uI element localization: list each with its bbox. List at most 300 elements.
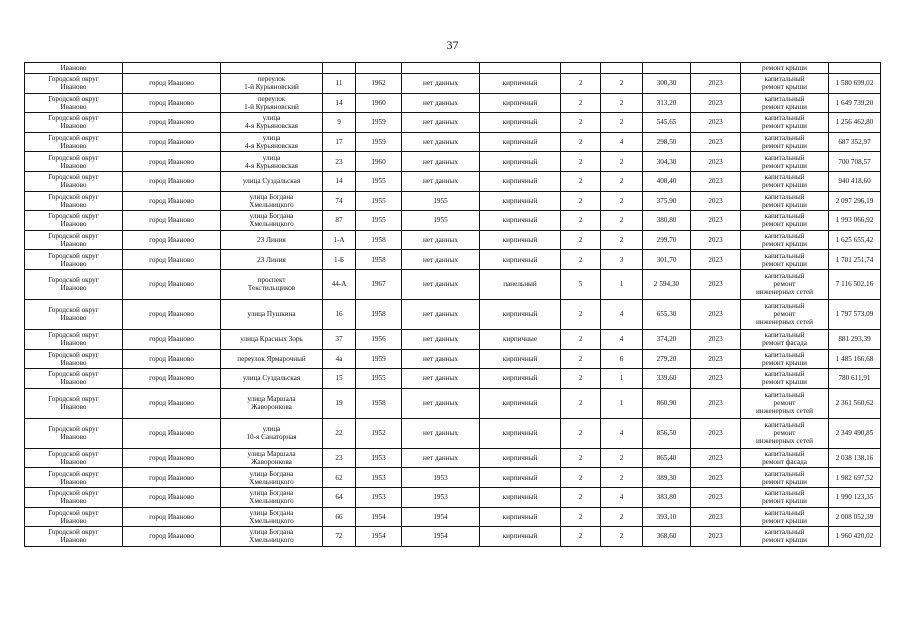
table-row <box>25 299 881 329</box>
cell-area: 279,20 <box>643 349 691 369</box>
cell-district: Городской округ Иваново <box>25 74 123 94</box>
cell-year-built: 1959 <box>356 132 402 152</box>
cell-work-type: капитальный ремонт крыши <box>741 211 829 231</box>
cell-house-number: 17 <box>323 132 356 152</box>
cell-area: 368,60 <box>643 527 691 547</box>
cell-floors: 2 <box>561 487 601 507</box>
cell-house-number: 44-А <box>323 269 356 299</box>
cell-work-type: капитальный ремонт крыши <box>741 527 829 547</box>
cell-entrances: 2 <box>601 527 643 547</box>
cell-area: 301,70 <box>643 250 691 270</box>
cell-city: город Иваново <box>123 171 221 191</box>
cell-plan-year: 2023 <box>691 369 741 389</box>
cell-house-number: 37 <box>323 329 356 349</box>
table-row <box>25 230 881 250</box>
cell-plan-year: 2023 <box>691 418 741 448</box>
cell-year-built: 1958 <box>356 299 402 329</box>
cell-entrances: 2 <box>601 448 643 468</box>
cell-cost: 7 116 502,16 <box>829 269 881 299</box>
cell-city: город Иваново <box>123 191 221 211</box>
cell-floors: 2 <box>561 113 601 133</box>
cell-floors: 2 <box>561 349 601 369</box>
cell-year-reconstruction: нет данных <box>402 418 480 448</box>
cell-street: улица Суздальская <box>221 369 323 389</box>
cell-year-reconstruction: нет данных <box>402 132 480 152</box>
cell-entrances: 4 <box>601 487 643 507</box>
cell-floors: 5 <box>561 269 601 299</box>
cell-street: улица Богдана Хмельницкого <box>221 468 323 488</box>
cell-floors: 2 <box>561 468 601 488</box>
cell-wall-material: кирпичный <box>480 152 561 172</box>
cell-city: город Иваново <box>123 448 221 468</box>
cell-district: Городской округ Иваново <box>25 507 123 527</box>
cell-district: Городской округ Иваново <box>25 93 123 113</box>
cell-floors: 2 <box>561 388 601 418</box>
cell-year-reconstruction: нет данных <box>402 171 480 191</box>
cell-entrances: 3 <box>601 250 643 270</box>
cell-empty <box>691 63 741 74</box>
table-row <box>25 269 881 299</box>
cell-area: 304,30 <box>643 152 691 172</box>
cell-year-built: 1955 <box>356 211 402 231</box>
cell-year-reconstruction: нет данных <box>402 152 480 172</box>
cell-district: Городской округ Иваново <box>25 468 123 488</box>
cell-cost: 780 611,91 <box>829 369 881 389</box>
cell-year-reconstruction: 1955 <box>402 191 480 211</box>
cell-street: улица 4-я Курьяновская <box>221 113 323 133</box>
cell-entrances: 1 <box>601 388 643 418</box>
cell-street: переулок Ярмарочный <box>221 349 323 369</box>
cell-entrances: 2 <box>601 211 643 231</box>
cell-district: Городской округ Иваново <box>25 250 123 270</box>
cell-district: Городской округ Иваново <box>25 527 123 547</box>
cell-cost: 2 361 560,62 <box>829 388 881 418</box>
cell-district: Городской округ Иваново <box>25 269 123 299</box>
cell-year-reconstruction: нет данных <box>402 269 480 299</box>
cell-area: 374,20 <box>643 329 691 349</box>
cell-plan-year: 2023 <box>691 527 741 547</box>
cell-empty <box>356 63 402 74</box>
cell-floors: 2 <box>561 211 601 231</box>
page-number: 37 <box>446 38 459 52</box>
cell-work-type: капитальный ремонт крыши <box>741 230 829 250</box>
cell-year-reconstruction: 1953 <box>402 487 480 507</box>
cell-year-reconstruction: 1953 <box>402 468 480 488</box>
cell-floors: 2 <box>561 93 601 113</box>
cell-year-built: 1954 <box>356 507 402 527</box>
cell-district: Городской округ Иваново <box>25 113 123 133</box>
cell-area: 375,90 <box>643 191 691 211</box>
cell-floors: 2 <box>561 507 601 527</box>
cell-plan-year: 2023 <box>691 250 741 270</box>
cell-wall-material: кирпичный <box>480 468 561 488</box>
cell-empty <box>123 63 221 74</box>
cell-street: 23 Линия <box>221 230 323 250</box>
cell-wall-material: кирпичный <box>480 527 561 547</box>
cell-year-built: 1953 <box>356 487 402 507</box>
cell-wall-material: кирпичный <box>480 299 561 329</box>
cell-wall-material: кирпичный <box>480 349 561 369</box>
cell-district: Городской округ Иваново <box>25 448 123 468</box>
cell-district: Городской округ Иваново <box>25 388 123 418</box>
cell-street: улица Маршала Жаворонкова <box>221 448 323 468</box>
cell-street: проспект Текстильщиков <box>221 269 323 299</box>
cell-house-number: 1-А <box>323 230 356 250</box>
cell-year-built: 1953 <box>356 468 402 488</box>
cell-area: 856,50 <box>643 418 691 448</box>
cell-year-built: 1954 <box>356 527 402 547</box>
cell-plan-year: 2023 <box>691 448 741 468</box>
cell-empty <box>829 63 881 74</box>
table-row <box>25 418 881 448</box>
cell-city: город Иваново <box>123 388 221 418</box>
cell-entrances: 1 <box>601 269 643 299</box>
cell-street: улица 10-я Санаторная <box>221 418 323 448</box>
cell-year-built: 1958 <box>356 250 402 270</box>
table-row <box>25 369 881 389</box>
cell-house-number: 16 <box>323 299 356 329</box>
table-row <box>25 349 881 369</box>
table-row <box>25 388 881 418</box>
cell-street: переулок 1-й Курьяновский <box>221 93 323 113</box>
cell-city: город Иваново <box>123 527 221 547</box>
cell-house-number: 11 <box>323 74 356 94</box>
cell-entrances: 2 <box>601 507 643 527</box>
cell-cost: 2 008 052,39 <box>829 507 881 527</box>
cell-work-type: капитальный ремонт крыши <box>741 487 829 507</box>
cell-year-reconstruction: нет данных <box>402 388 480 418</box>
cell-year-reconstruction: 1954 <box>402 507 480 527</box>
cell-house-number: 1-Б <box>323 250 356 270</box>
cell-work-type: капитальный ремонт крыши <box>741 250 829 270</box>
cell-entrances: 2 <box>601 191 643 211</box>
cell-work-type: капитальный ремонт крыши <box>741 369 829 389</box>
cell-year-built: 1956 <box>356 329 402 349</box>
cell-year-built: 1960 <box>356 152 402 172</box>
cell-city: город Иваново <box>123 418 221 448</box>
cell-street: улица Маршала Жаворонкова <box>221 388 323 418</box>
table-row <box>25 468 881 488</box>
cell-floors: 2 <box>561 152 601 172</box>
cell-year-reconstruction: нет данных <box>402 329 480 349</box>
cell-district: Городской округ Иваново <box>25 211 123 231</box>
cell-wall-material: кирпичный <box>480 113 561 133</box>
cell-city: город Иваново <box>123 487 221 507</box>
cell-work-type: капитальный ремонт крыши <box>741 349 829 369</box>
cell-cost: 1 485 166,68 <box>829 349 881 369</box>
cell-plan-year: 2023 <box>691 468 741 488</box>
cell-year-reconstruction: 1954 <box>402 527 480 547</box>
cell-house-number: 66 <box>323 507 356 527</box>
cell-cost: 1 649 739,20 <box>829 93 881 113</box>
table-row <box>25 93 881 113</box>
cell-wall-material: кирпичный <box>480 250 561 270</box>
cell-city: город Иваново <box>123 93 221 113</box>
cell-area: 339,60 <box>643 369 691 389</box>
cell-district: Городской округ Иваново <box>25 369 123 389</box>
cell-work-type: капитальный ремонт крыши <box>741 468 829 488</box>
table-row <box>25 329 881 349</box>
cell-year-built: 1960 <box>356 93 402 113</box>
cell-year-reconstruction: 1955 <box>402 211 480 231</box>
cell-entrances: 2 <box>601 468 643 488</box>
cell-house-number: 14 <box>323 171 356 191</box>
cell-work-type: капитальный ремонт крыши <box>741 93 829 113</box>
cell-plan-year: 2023 <box>691 152 741 172</box>
cell-floors: 2 <box>561 329 601 349</box>
cell-work-type: капитальный ремонт крыши <box>741 113 829 133</box>
cell-plan-year: 2023 <box>691 211 741 231</box>
cell-area: 545,65 <box>643 113 691 133</box>
cell-entrances: 1 <box>601 369 643 389</box>
cell-district: Городской округ Иваново <box>25 132 123 152</box>
cell-year-reconstruction: нет данных <box>402 93 480 113</box>
table-row-continuation <box>25 63 881 74</box>
table-row <box>25 171 881 191</box>
cell-house-number: 19 <box>323 388 356 418</box>
table-row <box>25 448 881 468</box>
cell-plan-year: 2023 <box>691 93 741 113</box>
cell-year-built: 1958 <box>356 388 402 418</box>
cell-cost: 700 708,57 <box>829 152 881 172</box>
cell-house-number: 74 <box>323 191 356 211</box>
cell-cost: 2 097 296,19 <box>829 191 881 211</box>
cell-district: Городской округ Иваново <box>25 418 123 448</box>
cell-house-number: 64 <box>323 487 356 507</box>
cell-house-number: 14 <box>323 93 356 113</box>
table-row <box>25 211 881 231</box>
cell-entrances: 2 <box>601 93 643 113</box>
cell-entrances: 2 <box>601 74 643 94</box>
cell-district: Городской округ Иваново <box>25 230 123 250</box>
cell-house-number: 15 <box>323 369 356 389</box>
cell-cost: 1 701 251,74 <box>829 250 881 270</box>
cell-wall-material: кирпичные <box>480 329 561 349</box>
cell-work-type: капитальный ремонт фасада <box>741 448 829 468</box>
table-row <box>25 250 881 270</box>
cell-entrances: 4 <box>601 132 643 152</box>
cell-plan-year: 2023 <box>691 230 741 250</box>
cell-floors: 2 <box>561 74 601 94</box>
cell-city: город Иваново <box>123 152 221 172</box>
cell-area: 313,20 <box>643 93 691 113</box>
cell-house-number: 22 <box>323 418 356 448</box>
cell-year-built: 1958 <box>356 230 402 250</box>
cell-year-built: 1953 <box>356 448 402 468</box>
cell-house-number: 23 <box>323 448 356 468</box>
cell-work-type: капитальный ремонт фасада <box>741 329 829 349</box>
cell-entrances: 4 <box>601 299 643 329</box>
cell-cost: 1 625 655,42 <box>829 230 881 250</box>
cell-year-built: 1959 <box>356 113 402 133</box>
cell-entrances: 6 <box>601 349 643 369</box>
cell-empty <box>561 63 601 74</box>
cell-house-number: 87 <box>323 211 356 231</box>
cell-empty <box>601 63 643 74</box>
cell-entrances: 4 <box>601 418 643 448</box>
cell-plan-year: 2023 <box>691 74 741 94</box>
cell-street: улица Пушкина <box>221 299 323 329</box>
table-row <box>25 152 881 172</box>
cell-street: улица Богдана Хмельницкого <box>221 507 323 527</box>
cell-city: город Иваново <box>123 299 221 329</box>
cell-entrances: 2 <box>601 113 643 133</box>
cell-entrances: 2 <box>601 171 643 191</box>
cell-area: 300,30 <box>643 74 691 94</box>
cell-floors: 2 <box>561 369 601 389</box>
cell-wall-material: кирпичный <box>480 93 561 113</box>
cell-year-built: 1955 <box>356 191 402 211</box>
housing-repair-table <box>24 62 881 547</box>
cell-wall-material: кирпичный <box>480 74 561 94</box>
cell-plan-year: 2023 <box>691 349 741 369</box>
cell-district: Городской округ Иваново <box>25 329 123 349</box>
cell-cost: 1 580 699,02 <box>829 74 881 94</box>
cell-work-type: капитальный ремонт крыши <box>741 152 829 172</box>
table-row <box>25 487 881 507</box>
table-row <box>25 527 881 547</box>
cell-floors: 2 <box>561 230 601 250</box>
cell-wall-material: кирпичный <box>480 171 561 191</box>
cell-work-type: капитальный ремонт крыши <box>741 171 829 191</box>
cell-work-type: ремонт крыши <box>741 63 829 74</box>
cell-floors: 2 <box>561 250 601 270</box>
cell-district: Городской округ Иваново <box>25 191 123 211</box>
cell-house-number: 9 <box>323 113 356 133</box>
cell-city: город Иваново <box>123 250 221 270</box>
cell-work-type: капитальный ремонт крыши <box>741 74 829 94</box>
cell-work-type: капитальный ремонт инженерных сетей <box>741 388 829 418</box>
cell-street: 23 Линия <box>221 250 323 270</box>
cell-floors: 2 <box>561 191 601 211</box>
cell-cost: 1 256 462,80 <box>829 113 881 133</box>
cell-city: город Иваново <box>123 507 221 527</box>
cell-wall-material: кирпичный <box>480 388 561 418</box>
cell-city: город Иваново <box>123 269 221 299</box>
cell-plan-year: 2023 <box>691 132 741 152</box>
cell-area: 299,70 <box>643 230 691 250</box>
cell-work-type: капитальный ремонт крыши <box>741 191 829 211</box>
cell-wall-material: кирпичный <box>480 211 561 231</box>
cell-wall-material: кирпичный <box>480 230 561 250</box>
cell-empty <box>221 63 323 74</box>
cell-year-built: 1967 <box>356 269 402 299</box>
cell-wall-material: кирпичный <box>480 418 561 448</box>
cell-district: Городской округ Иваново <box>25 487 123 507</box>
cell-street: улица Богдана Хмельницкого <box>221 211 323 231</box>
cell-cost: 1 960 420,02 <box>829 527 881 547</box>
cell-year-built: 1955 <box>356 369 402 389</box>
cell-cost: 940 418,60 <box>829 171 881 191</box>
cell-area: 298,50 <box>643 132 691 152</box>
cell-street: улица Богдана Хмельницкого <box>221 487 323 507</box>
cell-area: 865,40 <box>643 448 691 468</box>
cell-city: город Иваново <box>123 230 221 250</box>
cell-floors: 2 <box>561 448 601 468</box>
cell-street: улица Суздальская <box>221 171 323 191</box>
cell-cost: 1 797 573,09 <box>829 299 881 329</box>
cell-plan-year: 2023 <box>691 329 741 349</box>
cell-plan-year: 2023 <box>691 113 741 133</box>
table-row <box>25 507 881 527</box>
cell-work-type: капитальный ремонт инженерных сетей <box>741 418 829 448</box>
cell-plan-year: 2023 <box>691 507 741 527</box>
cell-floors: 2 <box>561 171 601 191</box>
cell-house-number: 62 <box>323 468 356 488</box>
cell-district: Городской округ Иваново <box>25 152 123 172</box>
cell-area: 860,90 <box>643 388 691 418</box>
cell-area: 408,40 <box>643 171 691 191</box>
cell-district: Городской округ Иваново <box>25 299 123 329</box>
cell-city: город Иваново <box>123 329 221 349</box>
cell-entrances: 4 <box>601 329 643 349</box>
cell-wall-material: панельный <box>480 269 561 299</box>
cell-year-reconstruction: нет данных <box>402 113 480 133</box>
cell-year-built: 1955 <box>356 171 402 191</box>
cell-cost: 2 349 490,85 <box>829 418 881 448</box>
cell-year-reconstruction: нет данных <box>402 349 480 369</box>
cell-cost: 2 038 138,16 <box>829 448 881 468</box>
cell-work-type: капитальный ремонт инженерных сетей <box>741 299 829 329</box>
cell-cost: 687 352,97 <box>829 132 881 152</box>
cell-area: 380,80 <box>643 211 691 231</box>
cell-area: 393,10 <box>643 507 691 527</box>
cell-area: 2 594,30 <box>643 269 691 299</box>
table-row <box>25 74 881 94</box>
cell-cost: 1 993 066,92 <box>829 211 881 231</box>
cell-year-reconstruction: нет данных <box>402 74 480 94</box>
cell-year-reconstruction: нет данных <box>402 230 480 250</box>
cell-year-reconstruction: нет данных <box>402 448 480 468</box>
cell-entrances: 2 <box>601 230 643 250</box>
cell-plan-year: 2023 <box>691 299 741 329</box>
cell-street: улица 4-я Курьяновская <box>221 132 323 152</box>
cell-cost: 881 293,39 <box>829 329 881 349</box>
cell-wall-material: кирпичный <box>480 487 561 507</box>
cell-year-built: 1959 <box>356 349 402 369</box>
cell-empty <box>480 63 561 74</box>
cell-street: улица Красных Зорь <box>221 329 323 349</box>
cell-street: улица Богдана Хмельницкого <box>221 527 323 547</box>
cell-city: город Иваново <box>123 468 221 488</box>
cell-plan-year: 2023 <box>691 487 741 507</box>
cell-wall-material: кирпичный <box>480 132 561 152</box>
cell-empty <box>402 63 480 74</box>
cell-city: город Иваново <box>123 211 221 231</box>
cell-entrances: 2 <box>601 152 643 172</box>
cell-work-type: капитальный ремонт крыши <box>741 132 829 152</box>
cell-street: улица 4-я Курьяновская <box>221 152 323 172</box>
cell-city: город Иваново <box>123 369 221 389</box>
table-row <box>25 191 881 211</box>
cell-floors: 2 <box>561 299 601 329</box>
cell-floors: 2 <box>561 418 601 448</box>
cell-area: 389,30 <box>643 468 691 488</box>
table-row <box>25 132 881 152</box>
cell-empty <box>323 63 356 74</box>
cell-wall-material: кирпичный <box>480 448 561 468</box>
cell-city: город Иваново <box>123 113 221 133</box>
cell-cost: 1 990 123,35 <box>829 487 881 507</box>
cell-area: 655,30 <box>643 299 691 329</box>
cell-wall-material: кирпичный <box>480 191 561 211</box>
cell-wall-material: кирпичный <box>480 369 561 389</box>
cell-empty <box>643 63 691 74</box>
cell-year-reconstruction: нет данных <box>402 250 480 270</box>
cell-city: город Иваново <box>123 74 221 94</box>
cell-plan-year: 2023 <box>691 171 741 191</box>
cell-street: улица Богдана Хмельницкого <box>221 191 323 211</box>
